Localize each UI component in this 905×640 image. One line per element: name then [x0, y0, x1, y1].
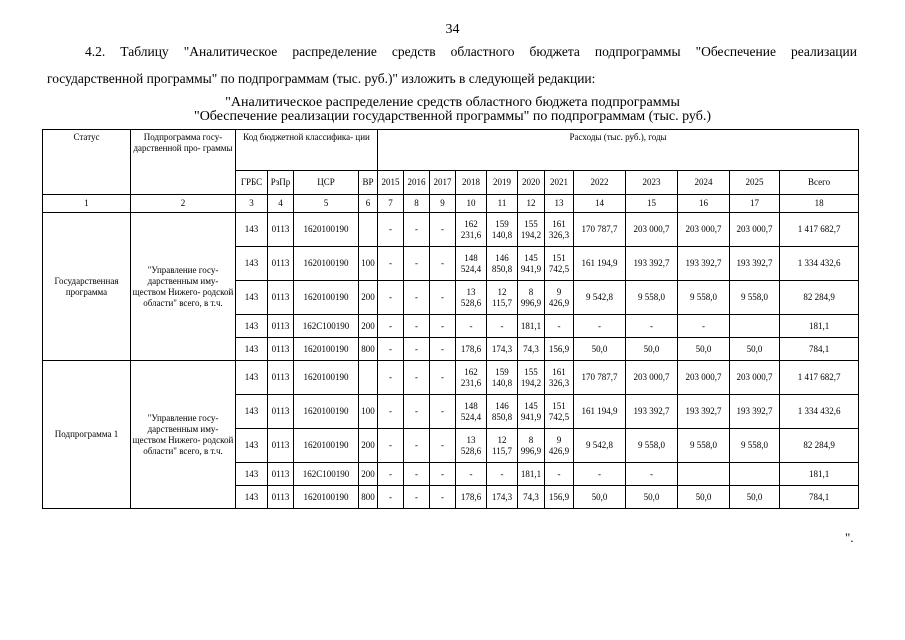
value-cell: - — [430, 486, 456, 509]
value-cell: 170 787,7 — [574, 213, 626, 247]
rzpr-cell: 0113 — [268, 429, 294, 463]
value-cell: - — [430, 429, 456, 463]
rzpr-cell: 0113 — [268, 338, 294, 361]
column-number: 16 — [678, 195, 730, 213]
header-year: 2024 — [678, 171, 730, 195]
rzpr-cell: 0113 — [268, 247, 294, 281]
csr-cell: 1620100190 — [294, 486, 359, 509]
value-cell: - — [678, 315, 730, 338]
csr-cell: 1620100190 — [294, 338, 359, 361]
value-cell: - — [430, 213, 456, 247]
csr-cell: 1620100190 — [294, 213, 359, 247]
vr-cell: 200 — [359, 429, 378, 463]
column-number: 15 — [626, 195, 678, 213]
value-cell: - — [378, 361, 404, 395]
value-cell: - — [404, 463, 430, 486]
paragraph-line-2: государственной программы" по подпрограммам (тыс. руб.)" изложить в следующей редакции: — [47, 71, 596, 86]
value-cell: 74,3 — [518, 338, 545, 361]
value-cell: 9 426,9 — [545, 281, 574, 315]
value-cell: - — [487, 315, 518, 338]
vr-cell — [359, 361, 378, 395]
paragraph-line-1: 4.2. Таблицу "Аналитическое распределение средств областного бюджета подпрограммы "Обеспечение реализации — [85, 44, 857, 59]
value-cell: 148 524,4 — [456, 247, 487, 281]
value-cell: 193 392,7 — [678, 395, 730, 429]
value-cell: 162 231,6 — [456, 361, 487, 395]
grbs-cell: 143 — [236, 315, 268, 338]
value-cell: - — [404, 429, 430, 463]
rzpr-cell: 0113 — [268, 213, 294, 247]
value-cell: - — [456, 315, 487, 338]
value-cell: - — [430, 338, 456, 361]
header-year: 2017 — [430, 171, 456, 195]
header-year: 2018 — [456, 171, 487, 195]
vr-cell: 800 — [359, 486, 378, 509]
value-cell: 203 000,7 — [678, 213, 730, 247]
total-cell: 1 417 682,7 — [780, 361, 859, 395]
value-cell: 193 392,7 — [626, 395, 678, 429]
value-cell: - — [404, 338, 430, 361]
value-cell: 170 787,7 — [574, 361, 626, 395]
grbs-cell: 143 — [236, 486, 268, 509]
value-cell: 193 392,7 — [626, 247, 678, 281]
header-grbs: ГРБС — [236, 171, 268, 195]
value-cell: 13 528,6 — [456, 429, 487, 463]
column-number: 7 — [378, 195, 404, 213]
value-cell: 178,6 — [456, 486, 487, 509]
rzpr-cell: 0113 — [268, 361, 294, 395]
value-cell — [730, 463, 780, 486]
grbs-cell: 143 — [236, 338, 268, 361]
value-cell: 193 392,7 — [678, 247, 730, 281]
value-cell: 193 392,7 — [730, 247, 780, 281]
value-cell: 178,6 — [456, 338, 487, 361]
vr-cell: 200 — [359, 463, 378, 486]
vr-cell — [359, 213, 378, 247]
value-cell: 155 194,2 — [518, 213, 545, 247]
csr-cell: 1620100190 — [294, 281, 359, 315]
value-cell: 174,3 — [487, 486, 518, 509]
value-cell: - — [404, 281, 430, 315]
header-total: Всего — [780, 171, 859, 195]
value-cell: 50,0 — [730, 486, 780, 509]
total-cell: 82 284,9 — [780, 281, 859, 315]
total-cell: 181,1 — [780, 315, 859, 338]
value-cell: 9 558,0 — [626, 281, 678, 315]
column-number: 14 — [574, 195, 626, 213]
value-cell: 162 231,6 — [456, 213, 487, 247]
value-cell: 161 194,9 — [574, 247, 626, 281]
value-cell: 203 000,7 — [626, 361, 678, 395]
total-cell: 1 334 432,6 — [780, 247, 859, 281]
value-cell: 146 850,8 — [487, 395, 518, 429]
value-cell: - — [456, 463, 487, 486]
grbs-cell: 143 — [236, 247, 268, 281]
rzpr-cell: 0113 — [268, 281, 294, 315]
header-expenses: Расходы (тыс. руб.), годы — [378, 130, 859, 171]
header-program: Подпрограмма госу- дарственной про- граммы — [131, 130, 236, 195]
vr-cell: 200 — [359, 281, 378, 315]
value-cell: - — [404, 395, 430, 429]
value-cell: - — [487, 463, 518, 486]
value-cell: 9 542,8 — [574, 281, 626, 315]
value-cell: - — [378, 395, 404, 429]
program-cell: "Управление госу- дарственным иму- ществом Нижего- родской области" всего, в т.ч. — [131, 361, 236, 509]
value-cell: 181,1 — [518, 315, 545, 338]
vr-cell: 800 — [359, 338, 378, 361]
column-number: 10 — [456, 195, 487, 213]
header-year: 2025 — [730, 171, 780, 195]
header-year: 2022 — [574, 171, 626, 195]
value-cell: - — [626, 315, 678, 338]
csr-cell: 1620100190 — [294, 429, 359, 463]
column-number: 13 — [545, 195, 574, 213]
column-number: 2 — [131, 195, 236, 213]
value-cell: - — [430, 281, 456, 315]
header-budget-code: Код бюджетной классифика- ции — [236, 130, 378, 171]
total-cell: 82 284,9 — [780, 429, 859, 463]
vr-cell: 100 — [359, 247, 378, 281]
csr-cell: 1620100190 — [294, 361, 359, 395]
value-cell: 155 194,2 — [518, 361, 545, 395]
value-cell: 145 941,9 — [518, 247, 545, 281]
column-number: 4 — [268, 195, 294, 213]
header-status: Статус — [43, 130, 131, 195]
grbs-cell: 143 — [236, 213, 268, 247]
total-cell: 784,1 — [780, 486, 859, 509]
value-cell: 50,0 — [730, 338, 780, 361]
grbs-cell: 143 — [236, 281, 268, 315]
value-cell: - — [404, 213, 430, 247]
value-cell: 9 558,0 — [678, 281, 730, 315]
value-cell: 146 850,8 — [487, 247, 518, 281]
grbs-cell: 143 — [236, 463, 268, 486]
grbs-cell: 143 — [236, 361, 268, 395]
value-cell: 181,1 — [518, 463, 545, 486]
header-year: 2021 — [545, 171, 574, 195]
value-cell: 50,0 — [574, 338, 626, 361]
table-row — [43, 213, 859, 247]
value-cell: - — [378, 463, 404, 486]
column-number: 12 — [518, 195, 545, 213]
value-cell: - — [574, 463, 626, 486]
header-year: 2015 — [378, 171, 404, 195]
value-cell: 174,3 — [487, 338, 518, 361]
value-cell: - — [378, 486, 404, 509]
budget-table — [42, 129, 859, 509]
value-cell: - — [378, 338, 404, 361]
value-cell: 159 140,8 — [487, 361, 518, 395]
value-cell: 161 326,3 — [545, 361, 574, 395]
table-title-line-2: "Обеспечение реализации государственной программы" по подпрограммам (тыс. руб.) — [193, 109, 711, 124]
header-csr: ЦСР — [294, 171, 359, 195]
header-year: 2020 — [518, 171, 545, 195]
rzpr-cell: 0113 — [268, 463, 294, 486]
csr-cell: 1620100190 — [294, 395, 359, 429]
value-cell: 9 426,9 — [545, 429, 574, 463]
value-cell: 161 326,3 — [545, 213, 574, 247]
column-number: 17 — [730, 195, 780, 213]
header-year: 2019 — [487, 171, 518, 195]
value-cell: 9 558,0 — [678, 429, 730, 463]
program-cell: "Управление госу- дарственным иму- ществом Нижего- родской области" всего, в т.ч. — [131, 213, 236, 361]
value-cell: 193 392,7 — [730, 395, 780, 429]
value-cell: 74,3 — [518, 486, 545, 509]
closing-quote: ". — [845, 530, 854, 545]
value-cell: 203 000,7 — [730, 361, 780, 395]
vr-cell: 100 — [359, 395, 378, 429]
value-cell: 145 941,9 — [518, 395, 545, 429]
total-cell: 1 417 682,7 — [780, 213, 859, 247]
total-cell: 784,1 — [780, 338, 859, 361]
value-cell: - — [430, 315, 456, 338]
value-cell: 159 140,8 — [487, 213, 518, 247]
column-number: 1 — [43, 195, 131, 213]
column-number: 18 — [780, 195, 859, 213]
value-cell: 50,0 — [626, 486, 678, 509]
status-cell: Государственная программа — [43, 213, 131, 361]
value-cell: 13 528,6 — [456, 281, 487, 315]
value-cell: 161 194,9 — [574, 395, 626, 429]
value-cell: - — [378, 429, 404, 463]
header-year: 2023 — [626, 171, 678, 195]
value-cell: 9 558,0 — [626, 429, 678, 463]
value-cell: 8 996,9 — [518, 429, 545, 463]
table-row — [43, 361, 859, 395]
value-cell: - — [404, 361, 430, 395]
value-cell: 9 558,0 — [730, 281, 780, 315]
value-cell: 203 000,7 — [678, 361, 730, 395]
csr-cell: 1620100190 — [294, 247, 359, 281]
value-cell: - — [404, 486, 430, 509]
table-title-line-1: "Аналитическое распределение средств областного бюджета подпрограммы — [225, 95, 680, 110]
column-number: 3 — [236, 195, 268, 213]
value-cell: 151 742,5 — [545, 395, 574, 429]
value-cell: - — [545, 315, 574, 338]
column-number: 9 — [430, 195, 456, 213]
value-cell: - — [404, 247, 430, 281]
value-cell: 203 000,7 — [730, 213, 780, 247]
value-cell: 9 542,8 — [574, 429, 626, 463]
header-rzpr: РзПр — [268, 171, 294, 195]
value-cell — [730, 315, 780, 338]
total-cell: 181,1 — [780, 463, 859, 486]
value-cell: - — [430, 247, 456, 281]
value-cell: - — [626, 463, 678, 486]
grbs-cell: 143 — [236, 429, 268, 463]
column-number: 6 — [359, 195, 378, 213]
header-year: 2016 — [404, 171, 430, 195]
rzpr-cell: 0113 — [268, 486, 294, 509]
vr-cell: 200 — [359, 315, 378, 338]
column-numbers-row — [43, 195, 859, 213]
status-cell: Подпрограмма 1 — [43, 361, 131, 509]
value-cell: - — [430, 395, 456, 429]
value-cell: - — [378, 247, 404, 281]
value-cell: - — [378, 213, 404, 247]
column-number: 8 — [404, 195, 430, 213]
column-number: 5 — [294, 195, 359, 213]
header-vr: ВР — [359, 171, 378, 195]
value-cell: - — [378, 315, 404, 338]
value-cell: 151 742,5 — [545, 247, 574, 281]
value-cell: 156,9 — [545, 486, 574, 509]
table-title — [0, 96, 905, 124]
rzpr-cell: 0113 — [268, 395, 294, 429]
value-cell: - — [574, 315, 626, 338]
value-cell: 12 115,7 — [487, 429, 518, 463]
value-cell: 12 115,7 — [487, 281, 518, 315]
value-cell: 50,0 — [626, 338, 678, 361]
value-cell: - — [404, 315, 430, 338]
value-cell: - — [545, 463, 574, 486]
csr-cell: 162С100190 — [294, 463, 359, 486]
value-cell: 50,0 — [574, 486, 626, 509]
csr-cell: 162С100190 — [294, 315, 359, 338]
value-cell — [678, 463, 730, 486]
value-cell: - — [430, 361, 456, 395]
value-cell: - — [378, 281, 404, 315]
rzpr-cell: 0113 — [268, 315, 294, 338]
value-cell: 50,0 — [678, 486, 730, 509]
value-cell: 50,0 — [678, 338, 730, 361]
total-cell: 1 334 432,6 — [780, 395, 859, 429]
value-cell: 156,9 — [545, 338, 574, 361]
column-number: 11 — [487, 195, 518, 213]
value-cell: 9 558,0 — [730, 429, 780, 463]
value-cell: 148 524,4 — [456, 395, 487, 429]
value-cell: 203 000,7 — [626, 213, 678, 247]
page-number: 34 — [445, 22, 460, 37]
grbs-cell: 143 — [236, 395, 268, 429]
value-cell: - — [430, 463, 456, 486]
value-cell: 8 996,9 — [518, 281, 545, 315]
